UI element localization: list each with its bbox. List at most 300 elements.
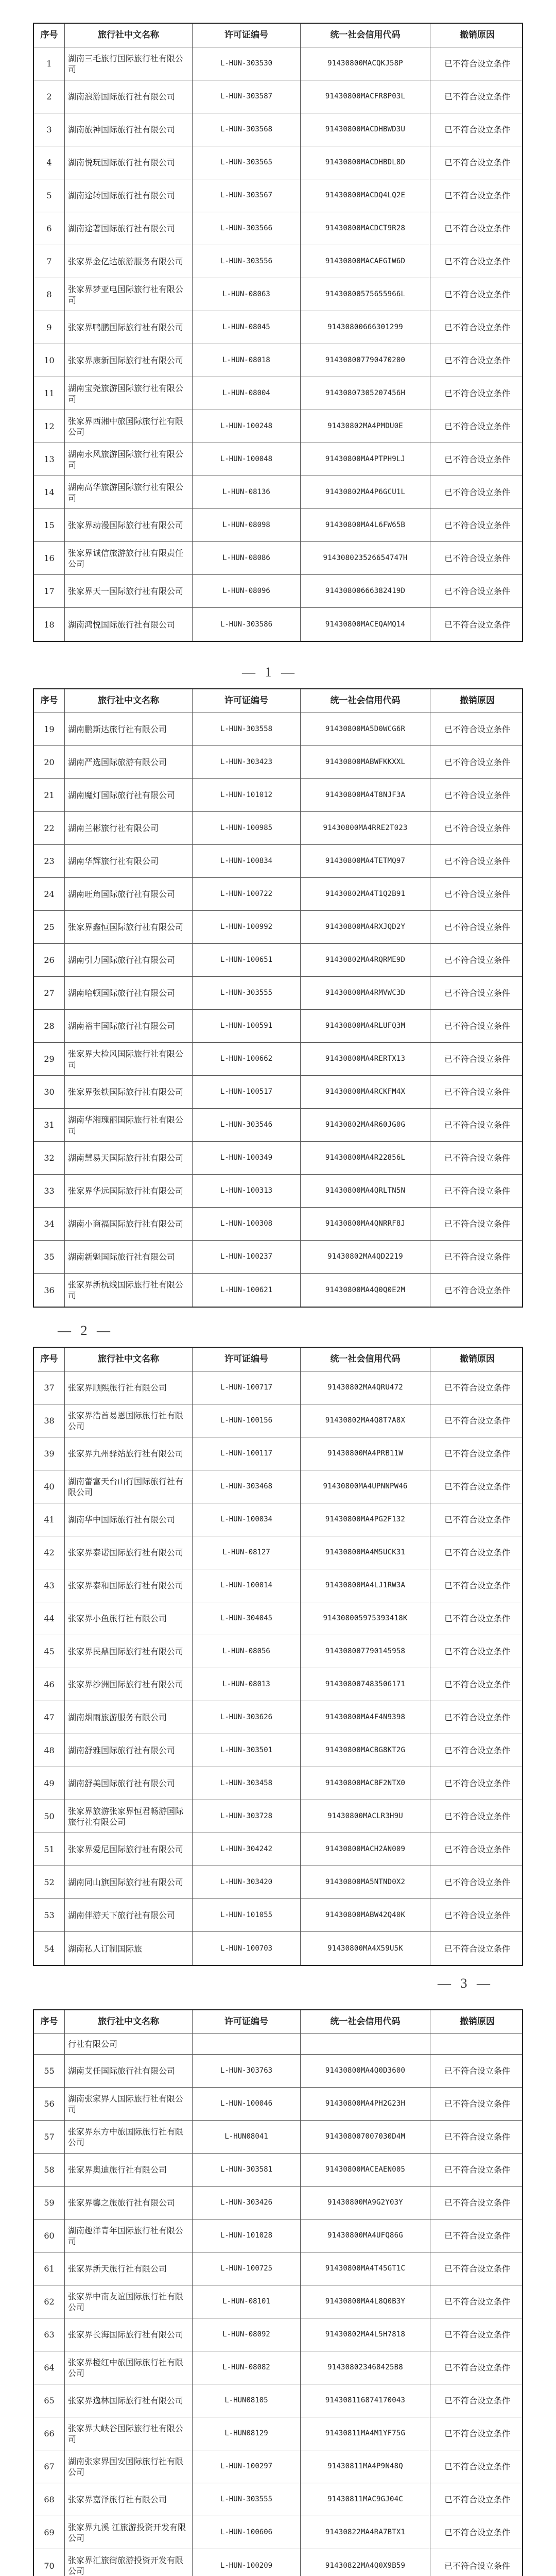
cell-seq: 61 (34, 2252, 65, 2285)
cell-credit-code: 914308007007030D4M (301, 2121, 430, 2153)
cell-license: L-HUN-08013 (193, 1668, 301, 1701)
cell-seq: 66 (34, 2417, 65, 2450)
table-row (34, 443, 522, 476)
cell-name: 张家界顺熙旅行社有限公司 (65, 1371, 193, 1404)
cell-reason: 已不符合设立条件 (444, 2165, 510, 2175)
cell-name: 湖南裕丰国际旅行社有限公司 (65, 1010, 193, 1042)
cell-name: 张家界诚信旅游旅行社有限责任公司 (65, 542, 193, 574)
cell-name: 张家界馨之旅旅行社有限公司 (65, 2187, 193, 2219)
cell-credit-code: 91430800MACAEGIW6D (301, 245, 430, 278)
header-seq: 序号 (34, 2010, 65, 2033)
cell-credit-code: 914308007790470200 (301, 344, 430, 377)
cell-license: L-HUN-303458 (193, 1767, 301, 1800)
table-row (34, 2088, 522, 2121)
table-row (34, 1503, 522, 1536)
cell-license: L-HUN-303586 (193, 608, 301, 641)
cell-seq: 44 (34, 1602, 65, 1635)
cell-seq: 12 (34, 410, 65, 443)
cell-license: L-HUN-08136 (193, 476, 301, 509)
table-row (34, 2252, 522, 2285)
cell-name: 张家界长海国际旅行社有限公司 (65, 2318, 193, 2351)
header-credit-code: 统一社会信用代码 (301, 24, 430, 47)
cell-name: 行社有限公司 (65, 2034, 193, 2054)
table-row (34, 1109, 522, 1142)
cell-credit-code: 91430802MA4QD2219 (301, 1241, 430, 1273)
cell-credit-code: 91430800MA4LJ1RW3A (301, 1569, 430, 1602)
table-row (34, 245, 522, 278)
cell-reason: 已不符合设立条件 (444, 1219, 510, 1229)
cell-reason: 已不符合设立条件 (444, 1778, 510, 1788)
table-row (34, 2351, 522, 2384)
table-row (34, 1536, 522, 1569)
table-row (34, 2285, 522, 2318)
table-row (34, 146, 522, 179)
cell-seq: 52 (34, 1866, 65, 1899)
cell-name: 湖南艾任国际旅行社有限公司 (65, 2055, 193, 2087)
cell-license: L-HUN-100117 (193, 1437, 301, 1470)
cell-credit-code: 91430800MACBG8KT2G (301, 1734, 430, 1767)
cell-seq: 67 (34, 2450, 65, 2483)
cell-name: 张家界嘉泽旅行社有限公司 (65, 2483, 193, 2516)
cell-seq: 18 (34, 608, 65, 641)
cell-seq: 14 (34, 476, 65, 509)
cell-name: 湖南悦玩国际旅行社有限公司 (65, 146, 193, 179)
cell-license: L-HUN-304045 (193, 1602, 301, 1635)
cell-credit-code: 91430800MA5NTND0X2 (301, 1866, 430, 1899)
cell-credit-code: 91430800MACH2AN009 (301, 1833, 430, 1866)
cell-seq: 55 (34, 2055, 65, 2087)
header-credit-code: 统一社会信用代码 (301, 689, 430, 713)
cell-license: L-HUN-303555 (193, 2483, 301, 2516)
cell-name: 湖南永风旅游国际旅行社有限公司 (65, 443, 193, 476)
cell-seq: 57 (34, 2121, 65, 2153)
cell-credit-code: 91430800MA4PG2F132 (301, 1503, 430, 1536)
cell-license: L-HUN-100606 (193, 2516, 301, 2549)
cell-name: 张家界小鱼旅行社有限公司 (65, 1602, 193, 1635)
cell-license: L-HUN-08045 (193, 311, 301, 344)
cell-name: 张家界华远国际旅行社有限公司 (65, 1175, 193, 1207)
cell-reason: 已不符合设立条件 (444, 257, 510, 266)
revocation-table-4 (33, 2009, 523, 2576)
table-row (34, 1668, 522, 1701)
cell-name: 张家界张铁国际旅行社有限公司 (65, 1076, 193, 1108)
cell-seq: 45 (34, 1635, 65, 1668)
cell-name: 张家界旅游张家界恒君畅游国际旅行社有限公司 (65, 1800, 193, 1833)
cell-license: L-HUN-100834 (193, 845, 301, 877)
table-row (34, 878, 522, 911)
cell-license: L-HUN-303587 (193, 80, 301, 113)
cell-reason: 已不符合设立条件 (444, 224, 510, 233)
header-seq: 序号 (34, 689, 65, 713)
cell-license: L-HUN-303556 (193, 245, 301, 278)
table-row (34, 2417, 522, 2450)
table-row (34, 1371, 522, 1404)
table-row (34, 2187, 522, 2219)
cell-name: 张家界天一国际旅行社有限公司 (65, 575, 193, 607)
table-header (34, 24, 522, 47)
revocation-table-2 (33, 688, 523, 1308)
cell-name: 湖南张家界国安国际旅行社有限公司 (65, 2450, 193, 2483)
cell-credit-code: 91430800MA4RERTX13 (301, 1043, 430, 1075)
cell-reason: 已不符合设立条件 (444, 1877, 510, 1887)
cell-seq: 6 (34, 212, 65, 245)
cell-name: 湖南高华旅游国际旅行社有限公司 (65, 476, 193, 509)
table-row (34, 812, 522, 845)
cell-license: L-HUN-100517 (193, 1076, 301, 1108)
cell-seq: 30 (34, 1076, 65, 1108)
header-license: 许可证编号 (193, 2010, 301, 2033)
cell-credit-code: 91430800MACDHBWD3U (301, 113, 430, 146)
table-row (34, 2549, 522, 2576)
table-row (34, 1274, 522, 1307)
cell-name: 张家界鸭鹏国际旅行社有限公司 (65, 311, 193, 344)
cell-license: L-HUN-101028 (193, 2219, 301, 2252)
cell-reason: 已不符合设立条件 (444, 59, 510, 69)
cell-name: 湖南魔灯国际旅行社有限公司 (65, 779, 193, 811)
cell-license: L-HUN-101012 (193, 779, 301, 811)
cell-reason: 已不符合设立条件 (444, 724, 510, 734)
header-name: 旅行社中文名称 (65, 689, 193, 713)
cell-name: 张家界爱尼国际旅行社有限公司 (65, 1833, 193, 1866)
cell-seq: 59 (34, 2187, 65, 2219)
cell-name: 湖南严选国际旅游有限公司 (65, 746, 193, 778)
cell-name: 湖南鹏斯达旅行社有限公司 (65, 713, 193, 745)
cell-reason: 已不符合设立条件 (444, 922, 510, 932)
table-row (34, 80, 522, 113)
cell-credit-code: 914308007483506171 (301, 1668, 430, 1701)
cell-license: L-HUN-303581 (193, 2154, 301, 2186)
cell-name: 湖南浪游国际旅行社有限公司 (65, 80, 193, 113)
cell-license: L-HUN-303763 (193, 2055, 301, 2087)
cell-license: L-HUN-303568 (193, 113, 301, 146)
cell-seq: 34 (34, 1208, 65, 1240)
revocation-table-1 (33, 23, 523, 642)
cell-seq: 42 (34, 1536, 65, 1569)
cell-seq: 63 (34, 2318, 65, 2351)
cell-license: L-HUN-100985 (193, 812, 301, 844)
cell-seq: 2 (34, 80, 65, 113)
cell-seq: 39 (34, 1437, 65, 1470)
cell-reason: 已不符合设立条件 (444, 158, 510, 167)
cell-seq: 29 (34, 1043, 65, 1075)
header-license: 许可证编号 (193, 689, 301, 713)
cell-seq: 60 (34, 2219, 65, 2252)
cell-license: L-HUN-100725 (193, 2252, 301, 2285)
cell-reason: 已不符合设立条件 (444, 2297, 510, 2307)
cell-reason: 已不符合设立条件 (444, 2363, 510, 2372)
cell-reason: 已不符合设立条件 (444, 1844, 510, 1854)
cell-reason: 已不符合设立条件 (444, 2066, 510, 2076)
cell-seq: 62 (34, 2285, 65, 2318)
cell-name: 张家界泰和国际旅行社有限公司 (65, 1569, 193, 1602)
table-row (34, 1833, 522, 1866)
cell-credit-code: 91430802MA4Q8T7A8X (301, 1404, 430, 1437)
cell-seq: 65 (34, 2384, 65, 2417)
cell-license: L-HUN-303420 (193, 1866, 301, 1899)
cell-credit-code: 91430800MA4Q0Q0E2M (301, 1274, 430, 1307)
cell-seq: 48 (34, 1734, 65, 1767)
cell-name: 湖南宝尧旅游国际旅行社有限公司 (65, 377, 193, 410)
cell-reason: 已不符合设立条件 (444, 1811, 510, 1821)
table-row (34, 1767, 522, 1800)
revocation-table-3 (33, 1347, 523, 1966)
cell-name: 张家界大峡谷国际旅行社有限公司 (65, 2417, 193, 2450)
cell-seq: 43 (34, 1569, 65, 1602)
header-reason: 撤销原因 (460, 2016, 495, 2027)
cell-credit-code: 91430800MA4R22856L (301, 1142, 430, 1174)
cell-credit-code: 91430800MA4QNRRF8J (301, 1208, 430, 1240)
cell-credit-code: 914308023526654747H (301, 542, 430, 574)
cell-credit-code: 91430800MACDHBDL8D (301, 146, 430, 179)
cell-license: L-HUN-08018 (193, 344, 301, 377)
cell-name: 湖南小商福国际旅行社有限公司 (65, 1208, 193, 1240)
cell-credit-code: 91430822MA4Q0X9B59 (301, 2549, 430, 2576)
table-row (34, 47, 522, 80)
cell-credit-code: 91430811MA4P9N48Q (301, 2450, 430, 2483)
table-row (34, 1800, 522, 1833)
cell-credit-code: 91430800MA4RCKFM4X (301, 1076, 430, 1108)
cell-credit-code: 91430800MABW42Q40K (301, 1899, 430, 1931)
cell-name: 湖南伴游天下旅行社有限公司 (65, 1899, 193, 1931)
cell-name: 张家界梦亚电国际旅行社有限公司 (65, 278, 193, 311)
cell-license: L-HUN-08101 (193, 2285, 301, 2318)
cell-license: L-HUN-100048 (193, 443, 301, 476)
cell-credit-code: 91430800MA4F4N9398 (301, 1701, 430, 1734)
table-row (34, 977, 522, 1010)
cell-seq: 38 (34, 1404, 65, 1437)
table-header (34, 2010, 522, 2034)
cell-credit-code: 91430811MAC9GJ04C (301, 2483, 430, 2516)
table-row (34, 845, 522, 878)
cell-seq: 9 (34, 311, 65, 344)
table-row (34, 2483, 522, 2516)
cell-reason: 已不符合设立条件 (444, 988, 510, 998)
table-row (34, 1635, 522, 1668)
cell-license: L-HUN-101055 (193, 1899, 301, 1931)
cell-credit-code: 91430800MA4RRE2T023 (301, 812, 430, 844)
cell-credit-code: 91430811MA4M1YF75G (301, 2417, 430, 2450)
cell-seq: 35 (34, 1241, 65, 1273)
cell-credit-code: 91430800MA4UFQ86G (301, 2219, 430, 2252)
cell-name: 张家界中南友谊国际旅行社有限公司 (65, 2285, 193, 2318)
cell-credit-code: 91430800MACQKJ58P (301, 47, 430, 80)
cell-reason: 已不符合设立条件 (444, 586, 510, 596)
cell-license: L-HUN-303558 (193, 713, 301, 745)
cell-name: 张家界东方中旅国际旅行社有限公司 (65, 2121, 193, 2153)
table-row (34, 311, 522, 344)
cell-seq: 33 (34, 1175, 65, 1207)
cell-name: 张家界新天旅行社有限公司 (65, 2252, 193, 2285)
cell-name: 张家界大检风国际旅行社有限公司 (65, 1043, 193, 1075)
header-credit-code: 统一社会信用代码 (301, 2010, 430, 2033)
page-number: — 2 — (58, 1323, 113, 1338)
cell-reason: 已不符合设立条件 (444, 1087, 510, 1097)
table-row (34, 1470, 522, 1503)
table-row (34, 1142, 522, 1175)
cell-credit-code: 91430800MA4PRB11W (301, 1437, 430, 1470)
cell-credit-code: 91430800MA4T8NJF3A (301, 779, 430, 811)
cell-credit-code: 91430800MA5D0WCG6R (301, 713, 430, 745)
cell-seq: 21 (34, 779, 65, 811)
cell-seq: 7 (34, 245, 65, 278)
cell-reason: 已不符合设立条件 (444, 1647, 510, 1656)
page-number: — 1 — (242, 665, 298, 680)
cell-seq: 22 (34, 812, 65, 844)
cell-reason: 已不符合设立条件 (444, 1449, 510, 1459)
table-header (34, 1348, 522, 1371)
cell-license: L-HUN-100156 (193, 1404, 301, 1437)
cell-name: 张家界橙红中旅国际旅行社有限公司 (65, 2351, 193, 2384)
cell-license: L-HUN-100308 (193, 1208, 301, 1240)
cell-license: L-HUN-303530 (193, 47, 301, 80)
cell-reason: 已不符合设立条件 (444, 92, 510, 101)
cell-reason: 已不符合设立条件 (444, 454, 510, 464)
cell-reason: 已不符合设立条件 (444, 2132, 510, 2142)
cell-name: 张家界动漫国际旅行社有限公司 (65, 509, 193, 541)
cell-seq: 20 (34, 746, 65, 778)
table-row (34, 1175, 522, 1208)
header-seq: 序号 (34, 24, 65, 47)
header-name: 旅行社中文名称 (65, 24, 193, 47)
cell-seq: 46 (34, 1668, 65, 1701)
cell-reason: 已不符合设立条件 (444, 2231, 510, 2241)
cell-reason: 已不符合设立条件 (444, 421, 510, 431)
cell-seq: 13 (34, 443, 65, 476)
cell-license: L-HUN-100349 (193, 1142, 301, 1174)
cell-credit-code: 91430802MA4T1Q2B91 (301, 878, 430, 910)
cell-seq: 11 (34, 377, 65, 410)
cell-license: L-HUN-303423 (193, 746, 301, 778)
cell-seq: 26 (34, 944, 65, 976)
cell-credit-code: 91430800MA4PH2G23H (301, 2088, 430, 2120)
cell-seq: 27 (34, 977, 65, 1009)
cell-seq: 28 (34, 1010, 65, 1042)
cell-license: L-HUN-100591 (193, 1010, 301, 1042)
cell-credit-code: 91430800666301299 (301, 311, 430, 344)
cell-seq: 40 (34, 1470, 65, 1503)
cell-credit-code: 91430800MACEQAMQ14 (301, 608, 430, 641)
cell-seq: 10 (34, 344, 65, 377)
table-row (34, 1899, 522, 1932)
table-row (34, 1866, 522, 1899)
cell-reason: 已不符合设立条件 (444, 1680, 510, 1689)
cell-name: 湖南华湘瑰丽国际旅行社有限公司 (65, 1109, 193, 1141)
cell-credit-code: 91430800MA4Q0D3600 (301, 2055, 430, 2087)
cell-seq: 5 (34, 179, 65, 212)
cell-license: L-HUN-303567 (193, 179, 301, 212)
cell-license: L-HUN-100297 (193, 2450, 301, 2483)
table-row (34, 608, 522, 641)
cell-license: L-HUN-100722 (193, 878, 301, 910)
cell-reason: 已不符合设立条件 (444, 1120, 510, 1130)
cell-credit-code: 914308023468425B8 (301, 2351, 430, 2384)
cell-name: 湖南新魁国际旅行社有限公司 (65, 1241, 193, 1273)
table-row (34, 2516, 522, 2549)
cell-license: L-HUN-08092 (193, 2318, 301, 2351)
cell-reason: 已不符合设立条件 (444, 1054, 510, 1064)
table-row (34, 212, 522, 245)
cell-license: L-HUN-100662 (193, 1043, 301, 1075)
cell-license: L-HUN-303546 (193, 1109, 301, 1141)
table-row (34, 2034, 522, 2055)
cell-name: 湖南哈顿国际旅行社有限公司 (65, 977, 193, 1009)
cell-seq: 37 (34, 1371, 65, 1404)
cell-reason (430, 2034, 524, 2054)
table-row (34, 1241, 522, 1274)
cell-reason: 已不符合设立条件 (444, 1416, 510, 1426)
cell-name: 湖南舒雅国际旅行社有限公司 (65, 1734, 193, 1767)
cell-license: L-HUN-08056 (193, 1635, 301, 1668)
cell-seq: 23 (34, 845, 65, 877)
cell-seq: 19 (34, 713, 65, 745)
table-row (34, 410, 522, 443)
cell-credit-code: 91430800MA4RLUFQ3M (301, 1010, 430, 1042)
cell-reason: 已不符合设立条件 (444, 1614, 510, 1623)
cell-name: 湖南华辉旅行社有限公司 (65, 845, 193, 877)
cell-name: 湖南趣洋青年国际旅行社有限公司 (65, 2219, 193, 2252)
cell-seq: 31 (34, 1109, 65, 1141)
cell-seq: 54 (34, 1932, 65, 1965)
cell-name: 张家界汇旅街旅游投资开发有限公司 (65, 2549, 193, 2576)
cell-name: 湖南烟雨旅游服务有限公司 (65, 1701, 193, 1734)
cell-license: L-HUN-303566 (193, 212, 301, 245)
cell-seq: 56 (34, 2088, 65, 2120)
cell-credit-code: 91430800MA4T45GT1C (301, 2252, 430, 2285)
cell-reason: 已不符合设立条件 (444, 290, 510, 299)
cell-license: L-HUN-303555 (193, 977, 301, 1009)
cell-credit-code: 91430800MA4L6FW65B (301, 509, 430, 541)
cell-credit-code: 914308116874170043 (301, 2384, 430, 2417)
cell-reason: 已不符合设立条件 (444, 1745, 510, 1755)
header-reason: 撤销原因 (460, 1354, 495, 1364)
cell-credit-code: 91430800MA4UPNNPW46 (301, 1470, 430, 1503)
table-row (34, 278, 522, 311)
cell-reason: 已不符合设立条件 (444, 2264, 510, 2274)
table-row (34, 779, 522, 812)
table-row (34, 2055, 522, 2088)
cell-credit-code: 914308007790145958 (301, 1635, 430, 1668)
cell-credit-code: 91430800MA4RMVWC3D (301, 977, 430, 1009)
cell-license: L-HUN-100046 (193, 2088, 301, 2120)
cell-seq: 50 (34, 1800, 65, 1833)
cell-license: L-HUN-304242 (193, 1833, 301, 1866)
cell-seq: 1 (34, 47, 65, 80)
cell-name: 湖南引力国际旅行社有限公司 (65, 944, 193, 976)
cell-credit-code: 91430802MA4PMDU0E (301, 410, 430, 443)
cell-name: 湖南途著国际旅行社有限公司 (65, 212, 193, 245)
cell-credit-code (301, 2034, 430, 2054)
cell-license: L-HUN-303728 (193, 1800, 301, 1833)
cell-name: 湖南慧易天国际旅行社有限公司 (65, 1142, 193, 1174)
cell-credit-code: 91430800MA9G2Y03Y (301, 2187, 430, 2219)
table-row (34, 2384, 522, 2417)
cell-reason: 已不符合设立条件 (444, 1515, 510, 1524)
cell-license: L-HUN-100313 (193, 1175, 301, 1207)
cell-license: L-HUN-100651 (193, 944, 301, 976)
cell-reason: 已不符合设立条件 (444, 1383, 510, 1393)
cell-reason: 已不符合设立条件 (444, 2462, 510, 2471)
cell-name: 湖南同山旗国际旅行社有限公司 (65, 1866, 193, 1899)
table-row (34, 2318, 522, 2351)
cell-reason: 已不符合设立条件 (444, 1021, 510, 1031)
table-row (34, 1701, 522, 1734)
cell-license: L-HUN-08096 (193, 575, 301, 607)
table-row (34, 2450, 522, 2483)
header-name: 旅行社中文名称 (65, 2010, 193, 2033)
cell-name: 湖南张家界人国际旅行社有限公司 (65, 2088, 193, 2120)
cell-credit-code: 91430807305207456H (301, 377, 430, 410)
table-row (34, 713, 522, 746)
